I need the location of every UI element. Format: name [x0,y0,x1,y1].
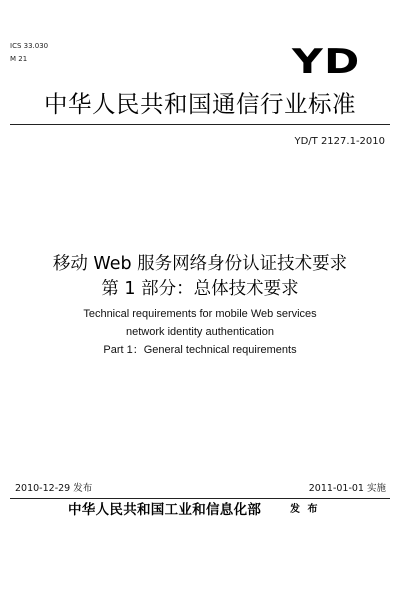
header-divider [10,124,390,125]
issue-date: 2010-12-29 发布 [15,483,93,494]
footer-divider [10,498,390,499]
title-chinese-line1: 移动 Web 服务网络身份认证技术要求 [52,254,348,274]
title-chinese-line2: 第 1 部分：总体技术要求 [101,279,299,299]
yd-logo: YD [292,42,361,82]
standard-number: YD/T 2127.1-2010 [294,136,385,147]
issued-label: 发 布 [290,504,320,515]
title-english-line3: Part 1：General technical requirements [103,344,297,356]
title-english-line1: Technical requirements for mobile Web services [83,308,317,320]
industry-standard-title: 中华人民共和国通信行业标准 [44,90,356,118]
category-code: M 21 [10,55,28,63]
ics-code: ICS 33.030 [10,42,49,50]
issuing-authority: 中华人民共和国工业和信息化部 [68,502,262,518]
title-english-line2: network identity authentication [126,326,274,338]
implementation-date: 2011-01-01 实施 [308,483,386,494]
